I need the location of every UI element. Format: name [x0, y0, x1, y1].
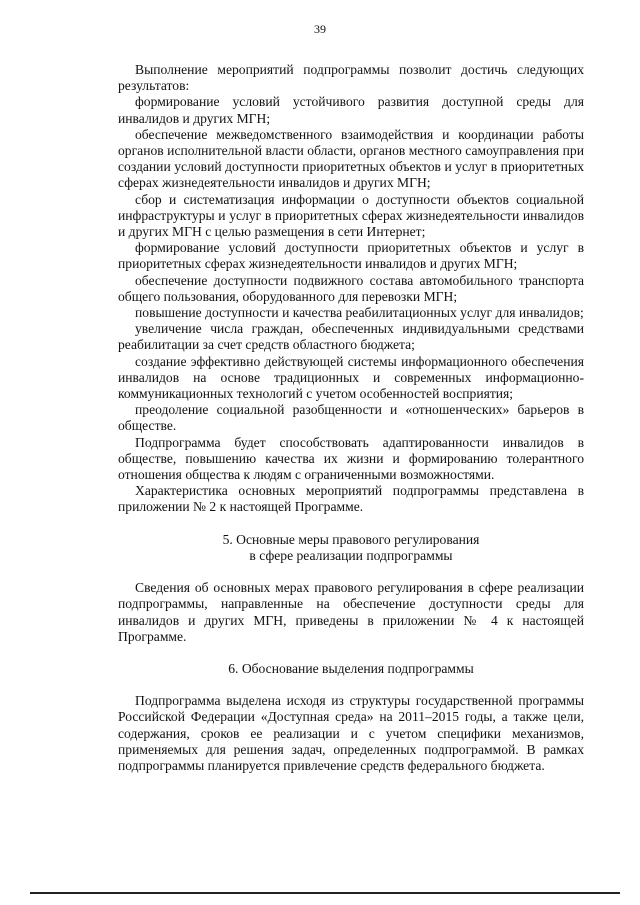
paragraph-result-7: увеличение числа граждан, обеспеченных индивидуальными средствами реабилитации за счет средств областного бюджета;	[118, 321, 584, 353]
paragraph-result-1: формирование условий устойчивого развития доступной среды для инвалидов и других МГН;	[118, 94, 584, 126]
section-5-text: Сведения об основных мерах правового регулирования в сфере реализации подпрограммы, направленные на обеспечение доступности среды для инвалидов и других МГН, приведены в приложении № 4 к настоящей Программе.	[118, 580, 584, 644]
page-number: 39	[314, 22, 326, 36]
paragraph-result-9: преодоление социальной разобщенности и «отношенческих» барьеров в обществе.	[118, 402, 584, 434]
paragraph-intro: Выполнение мероприятий подпрограммы позволит достичь следующих результатов:	[118, 62, 584, 94]
section-5-title-line-2: в сфере реализации подпрограммы	[249, 547, 453, 563]
section-5-heading	[118, 532, 584, 564]
paragraph-summary: Подпрограмма будет способствовать адаптированности инвалидов в обществе, повышению качества их жизни и формированию толерантного отношения общества к людям с ограниченными возможностями.	[118, 434, 584, 483]
paragraph-result-4: формирование условий доступности приоритетных объектов и услуг в приоритетных сферах жизнедеятельности инвалидов и других МГН;	[118, 240, 584, 272]
section-6-heading	[118, 661, 584, 677]
bottom-rule	[30, 892, 620, 894]
paragraph-result-3: сбор и систематизация информации о доступности объектов социальной инфраструктуры и услуг в приоритетных сферах жизнедеятельности инвалидов и других МГН с целью размещения в сети Интернет;	[118, 191, 584, 240]
paragraph-result-8: создание эффективно действующей системы информационного обеспечения инвалидов на основе традиционных и современных информационно-коммуникационных технологий с учетом особенностей восприятия;	[118, 353, 584, 402]
page-content	[118, 62, 584, 774]
paragraph-result-6: повышение доступности и качества реабилитационных услуг для инвалидов;	[135, 305, 584, 321]
section-5-title-line-1: 5. Основные меры правового регулирования	[222, 531, 480, 547]
section-6-title: 6. Обоснование выделения подпрограммы	[228, 660, 474, 676]
paragraph-result-5: обеспечение доступности подвижного состава автомобильного транспорта общего пользования, оборудованного для перевозки МГН;	[118, 272, 584, 304]
paragraph-characteristics: Характеристика основных мероприятий подпрограммы представлена в приложении № 2 к настоящей Программе.	[118, 483, 584, 515]
paragraph-result-2: обеспечение межведомственного взаимодействия и координации работы органов исполнительной власти области, органов местного самоуправления при создании условий доступности приоритетных объектов и услуг в приоритетных сферах жизнедеятельности инвалидов и других МГН;	[118, 126, 584, 191]
section-6-text: Подпрограмма выделена исходя из структуры государственной программы Российской Федерации «Доступная среда» на 2011–2015 годы, а также цели, содержания, сроков ее реализации и с учетом специфики механизмов, применяемых для решения задач, определенных подпрограммой. В рамках подпрограммы планируется привлечение средств федерального бюджета.	[118, 693, 584, 773]
